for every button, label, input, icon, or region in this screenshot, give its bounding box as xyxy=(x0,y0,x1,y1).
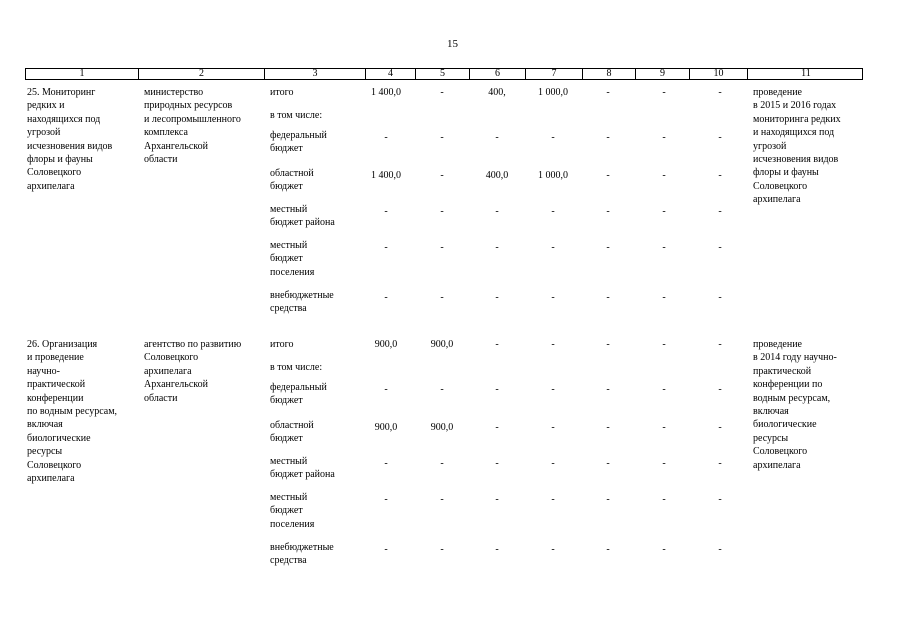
funding-value: 400,0 xyxy=(485,170,509,181)
funding-value: - xyxy=(551,422,555,433)
funding-source-label: бюджет xyxy=(270,143,303,155)
result-line: флоры и фауны xyxy=(753,167,819,179)
measure-title-line: 26. Организация xyxy=(27,339,98,350)
column-header-3: 3 xyxy=(265,69,366,79)
executor-line: и лесопромышленного xyxy=(144,113,241,125)
funding-value: 1 000,0 xyxy=(538,87,568,98)
funding-value: 900,0 xyxy=(374,422,398,433)
funding-value: - xyxy=(495,242,499,253)
executor-line: Архангельской xyxy=(144,379,208,391)
measure-title-line: Соловецкого xyxy=(27,459,82,471)
funding-value: - xyxy=(606,292,610,303)
result-line: в 2014 году научно- xyxy=(753,352,837,364)
result-line: биологические xyxy=(753,419,817,431)
funding-value: - xyxy=(718,87,722,98)
funding-value: - xyxy=(662,384,666,395)
funding-source-label: поселения xyxy=(270,518,315,530)
funding-value: - xyxy=(606,170,610,181)
funding-value: - xyxy=(718,339,722,350)
measure-title-line: и проведение xyxy=(27,352,84,364)
measure-title-line: ресурсы xyxy=(27,446,63,458)
funding-source-label: местный xyxy=(270,240,308,251)
funding-value: - xyxy=(718,170,722,181)
column-header-2: 2 xyxy=(139,69,265,79)
funding-source-label: итого xyxy=(270,339,294,350)
measure-title-line: угрозой xyxy=(27,127,61,139)
funding-value: - xyxy=(606,458,610,469)
funding-source-label: бюджет xyxy=(270,181,303,193)
executor-line: области xyxy=(144,154,178,165)
funding-value: - xyxy=(440,242,444,253)
result-line: архипелага xyxy=(753,194,801,206)
funding-value: - xyxy=(440,494,444,505)
column-header-10: 10 xyxy=(690,69,748,79)
funding-source-label: областной xyxy=(270,420,314,431)
page-number: 15 xyxy=(447,38,458,50)
funding-value: - xyxy=(440,87,444,98)
funding-source-label: в том числе: xyxy=(270,362,323,373)
executor-line: Соловецкого xyxy=(144,352,199,364)
result-line: Соловецкого xyxy=(753,180,808,192)
executor-line: природных ресурсов xyxy=(144,100,233,112)
column-header-5: 5 xyxy=(416,69,470,79)
funding-value: - xyxy=(495,458,499,469)
funding-source-label: средства xyxy=(270,555,307,567)
funding-value: - xyxy=(662,170,666,181)
funding-value: - xyxy=(384,494,388,505)
funding-value: - xyxy=(662,242,666,253)
measure-title-line: научно- xyxy=(27,365,60,377)
funding-value: 900,0 xyxy=(430,339,454,350)
funding-value: - xyxy=(440,384,444,395)
column-header-6: 6 xyxy=(470,69,526,79)
executor-line: агентство по развитию xyxy=(144,339,242,350)
result-line: Соловецкого xyxy=(753,446,808,458)
funding-source-label: внебюджетные xyxy=(270,542,334,553)
funding-value: - xyxy=(662,206,666,217)
funding-value: - xyxy=(551,544,555,555)
funding-value: - xyxy=(440,170,444,181)
measure-title-line: редких и xyxy=(27,100,65,112)
funding-value: - xyxy=(718,384,722,395)
result-line: угрозой xyxy=(753,140,787,152)
funding-value: - xyxy=(495,494,499,505)
funding-value: - xyxy=(606,422,610,433)
funding-source-label: итого xyxy=(270,87,294,98)
funding-value: - xyxy=(495,132,499,143)
funding-value: - xyxy=(495,292,499,303)
funding-value: - xyxy=(662,458,666,469)
column-header-4: 4 xyxy=(366,69,416,79)
funding-value: - xyxy=(606,544,610,555)
funding-source-label: местный xyxy=(270,204,308,215)
funding-value: 900,0 xyxy=(374,339,398,350)
column-header-8: 8 xyxy=(583,69,636,79)
funding-source-label: бюджет xyxy=(270,433,303,445)
funding-value: - xyxy=(551,206,555,217)
funding-value: - xyxy=(384,206,388,217)
measure-title-line: по водным ресурсам, xyxy=(27,406,118,417)
funding-value: - xyxy=(551,458,555,469)
funding-value: - xyxy=(495,384,499,395)
funding-value: - xyxy=(440,132,444,143)
result-line: в 2015 и 2016 годах xyxy=(753,100,837,112)
funding-value: - xyxy=(718,206,722,217)
funding-value: - xyxy=(551,384,555,395)
executor-line: архипелага xyxy=(144,365,192,377)
result-line: включая xyxy=(753,406,789,417)
funding-value: - xyxy=(718,494,722,505)
column-header-1: 1 xyxy=(26,69,139,79)
funding-value: - xyxy=(662,132,666,143)
funding-source-label: местный xyxy=(270,456,308,467)
funding-source-label: бюджет xyxy=(270,505,303,517)
funding-value: - xyxy=(718,292,722,303)
funding-value: - xyxy=(551,242,555,253)
funding-value: - xyxy=(384,458,388,469)
funding-value: 1 400,0 xyxy=(371,170,401,181)
funding-value: - xyxy=(495,206,499,217)
funding-value: - xyxy=(718,458,722,469)
result-line: практической xyxy=(753,365,812,377)
measure-title-line: архипелага xyxy=(27,180,75,192)
funding-value: - xyxy=(440,206,444,217)
funding-value: - xyxy=(551,292,555,303)
result-line: мониторинга редких xyxy=(753,113,841,125)
funding-value: - xyxy=(495,339,499,350)
funding-value: - xyxy=(551,339,555,350)
executor-line: Архангельской xyxy=(144,140,208,152)
funding-value: - xyxy=(662,494,666,505)
funding-source-label: бюджет xyxy=(270,395,303,407)
measure-title-line: архипелага xyxy=(27,473,75,484)
funding-source-label: бюджет района xyxy=(270,217,335,229)
result-line: конференции по xyxy=(753,379,823,391)
funding-value: - xyxy=(440,292,444,303)
funding-value: 400, xyxy=(488,87,506,98)
executor-line: комплекса xyxy=(144,127,188,139)
funding-value: - xyxy=(606,87,610,98)
executor-line: министерство xyxy=(144,87,204,98)
measure-title-line: включая xyxy=(27,419,63,431)
funding-value: - xyxy=(606,384,610,395)
funding-value: - xyxy=(384,132,388,143)
funding-source-label: бюджет xyxy=(270,253,303,265)
funding-value: - xyxy=(384,292,388,303)
funding-value: - xyxy=(495,422,499,433)
column-header-9: 9 xyxy=(636,69,690,79)
funding-source-label: федеральный xyxy=(270,382,327,393)
measure-title-line: практической xyxy=(27,379,86,391)
funding-value: - xyxy=(606,339,610,350)
funding-source-label: бюджет района xyxy=(270,469,335,481)
funding-value: - xyxy=(384,544,388,555)
measure-title-line: Соловецкого xyxy=(27,167,82,179)
funding-value: - xyxy=(662,544,666,555)
measure-title-line: находящихся под xyxy=(27,113,101,125)
result-line: архипелага xyxy=(753,459,801,471)
funding-source-label: внебюджетные xyxy=(270,290,334,301)
result-line: водным ресурсам, xyxy=(753,392,831,404)
measure-title-line: флоры и фауны xyxy=(27,154,93,165)
funding-value: - xyxy=(718,544,722,555)
result-line: ресурсы xyxy=(753,432,789,444)
column-header-7: 7 xyxy=(526,69,583,79)
result-line: проведение xyxy=(753,339,802,350)
funding-value: - xyxy=(384,242,388,253)
funding-value: 1 000,0 xyxy=(538,170,568,181)
funding-value: 1 400,0 xyxy=(371,87,401,98)
result-line: исчезновения видов xyxy=(753,154,839,165)
funding-value: 900,0 xyxy=(430,422,454,433)
measure-title-line: конференции xyxy=(27,392,84,404)
funding-value: - xyxy=(440,544,444,555)
funding-value: - xyxy=(662,422,666,433)
measure-title-line: исчезновения видов xyxy=(27,140,113,152)
funding-value: - xyxy=(551,132,555,143)
result-line: проведение xyxy=(753,87,802,98)
executor-line: области xyxy=(144,392,178,404)
funding-value: - xyxy=(718,132,722,143)
measure-title-line: биологические xyxy=(27,432,91,444)
funding-value: - xyxy=(662,292,666,303)
funding-source-label: федеральный xyxy=(270,130,327,141)
funding-value: - xyxy=(606,206,610,217)
funding-value: - xyxy=(384,384,388,395)
measure-title-line: 25. Мониторинг xyxy=(27,87,96,98)
funding-value: - xyxy=(718,422,722,433)
funding-value: - xyxy=(551,494,555,505)
funding-value: - xyxy=(606,132,610,143)
funding-source-label: поселения xyxy=(270,266,315,278)
funding-source-label: местный xyxy=(270,492,308,503)
result-line: и находящихся под xyxy=(753,127,835,139)
funding-source-label: областной xyxy=(270,168,314,179)
funding-value: - xyxy=(718,242,722,253)
table-header xyxy=(25,68,863,80)
funding-value: - xyxy=(662,339,666,350)
funding-value: - xyxy=(440,458,444,469)
funding-source-label: средства xyxy=(270,303,307,315)
column-header-11: 11 xyxy=(801,68,811,79)
funding-value: - xyxy=(606,242,610,253)
funding-source-label: в том числе: xyxy=(270,110,323,121)
funding-value: - xyxy=(606,494,610,505)
funding-value: - xyxy=(495,544,499,555)
funding-value: - xyxy=(662,87,666,98)
